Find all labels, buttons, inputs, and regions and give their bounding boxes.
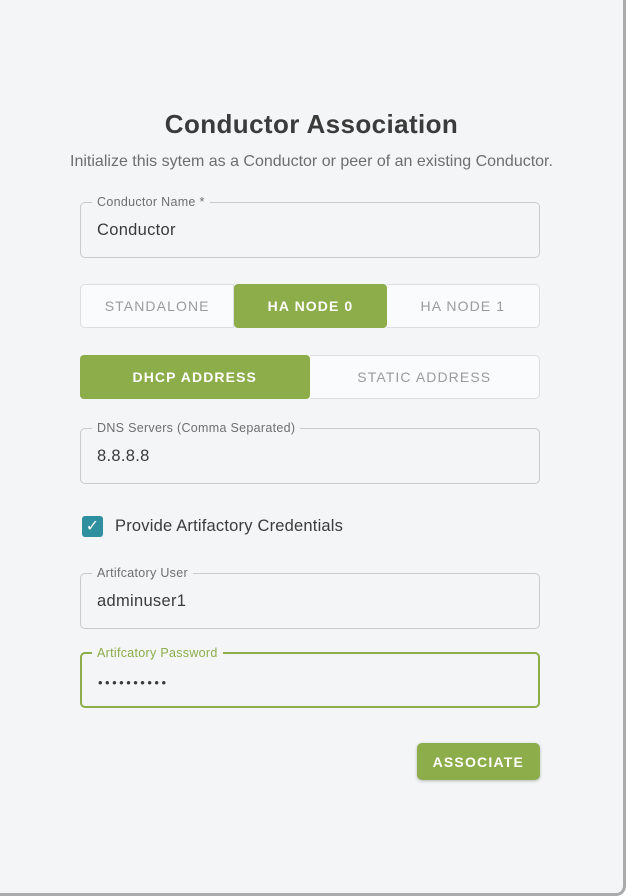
conductor-association-form [80, 195, 540, 780]
toggle-standalone[interactable]: STANDALONE [80, 284, 234, 328]
conductor-name-value: Conductor [97, 220, 176, 239]
form-actions [80, 743, 540, 780]
provide-artifactory-credentials-row[interactable] [80, 516, 540, 537]
toggle-ha-node-0[interactable]: HA NODE 0 [234, 284, 386, 328]
conductor-name-field[interactable] [80, 195, 540, 258]
artifactory-credentials-checkbox[interactable] [82, 516, 103, 537]
dns-servers-field[interactable] [80, 421, 540, 484]
artifactory-password-label: Artifcatory Password [92, 646, 223, 661]
dns-servers-label: DNS Servers (Comma Separated) [92, 421, 300, 436]
checkmark-icon: ✓ [85, 517, 100, 535]
associate-button[interactable]: ASSOCIATE [417, 743, 540, 780]
address-mode-toggle-group [80, 355, 540, 399]
page-title: Conductor Association [164, 109, 459, 139]
artifactory-password-field[interactable] [80, 646, 540, 708]
dns-servers-value: 8.8.8.8 [97, 446, 150, 465]
page-subtitle: Initialize this sytem as a Conductor or peer of an existing Conductor. [70, 153, 553, 170]
node-mode-toggle-group [80, 284, 540, 328]
toggle-ha-node-1[interactable]: HA NODE 1 [387, 284, 540, 328]
conductor-name-label: Conductor Name * [92, 195, 210, 210]
toggle-static-address[interactable]: STATIC ADDRESS [310, 355, 541, 399]
toggle-dhcp-address[interactable]: DHCP ADDRESS [80, 355, 310, 399]
artifactory-credentials-checkbox-label: Provide Artifactory Credentials [115, 517, 344, 535]
artifactory-password-value: •••••••••• [98, 674, 169, 690]
artifactory-user-value: adminuser1 [97, 591, 187, 610]
artifactory-user-field[interactable] [80, 566, 540, 629]
artifactory-user-label: Artifcatory User [92, 566, 193, 581]
